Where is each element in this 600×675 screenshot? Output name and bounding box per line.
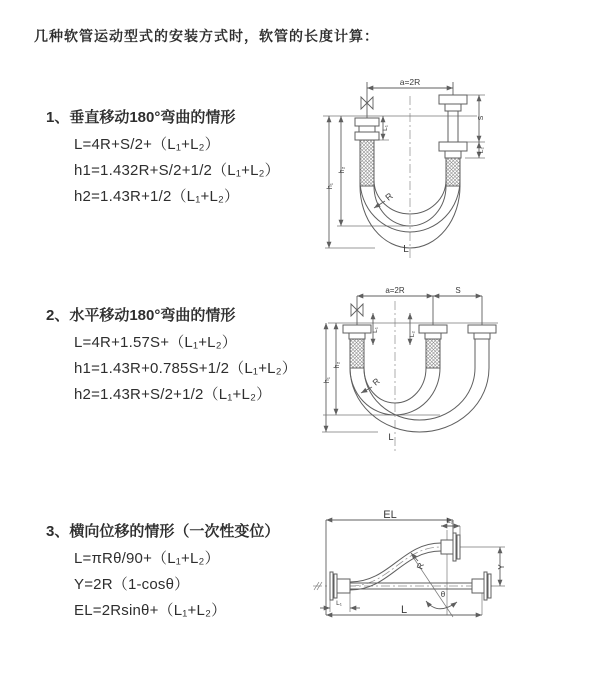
- section-lateral-displacement: [46, 522, 279, 620]
- dim-label-s: S: [455, 286, 461, 295]
- formula-line: Y=2R（1-cosθ）: [74, 576, 190, 593]
- section-horizontal-180: [46, 306, 297, 404]
- dim-label-r: R: [383, 190, 395, 203]
- dim-label-h1: h₁: [324, 376, 331, 384]
- dim-label-y: Y: [497, 564, 506, 570]
- dimension-lines: [320, 520, 505, 617]
- hose-assembly: [343, 325, 496, 432]
- dim-label-r: R: [370, 375, 382, 388]
- dim-label-l: L: [388, 432, 394, 443]
- dim-label-l2: L₂: [409, 330, 416, 338]
- dim-label-a2r: a=2R: [399, 77, 421, 87]
- diagram-lateral-displacement: [310, 505, 600, 655]
- dim-label-h2: h₂: [334, 361, 341, 369]
- formula-line: L=4R+1.57S+（L₁+L₂）: [74, 334, 237, 351]
- dim-label-l: L: [400, 604, 408, 616]
- braided-hose-section: [446, 158, 460, 186]
- dim-label-l1: L₁: [372, 327, 379, 333]
- formula-line: h1=1.43R+0.785S+1/2（L₁+L₂）: [74, 360, 297, 377]
- section-heading: 2、水平移动180°弯曲的情形: [46, 307, 236, 324]
- dim-label-s: S: [478, 115, 485, 121]
- dim-label-r: R: [414, 561, 426, 571]
- dim-label-l1: L₁: [336, 600, 342, 607]
- dim-label-l2: L₂: [478, 146, 485, 154]
- dim-label-l1: L₁: [382, 125, 389, 131]
- dim-label-h1: h₁: [327, 182, 334, 190]
- section-heading: 1、垂直移动180°弯曲的情形: [46, 109, 236, 126]
- braided-hose-section: [350, 339, 364, 368]
- formula-line: EL=2Rsinθ+（L₁+L₂）: [74, 602, 227, 619]
- formula-line: h2=1.43R+1/2（L₁+L₂）: [74, 188, 240, 205]
- hose-assembly: [355, 95, 467, 248]
- dim-label-a2r: a=2R: [385, 286, 405, 295]
- braided-hose-section: [426, 339, 440, 368]
- formula-line: L=4R+S/2+（L₁+L₂）: [74, 136, 220, 153]
- diagram-vertical-180-bend: [315, 68, 590, 263]
- braided-hose-section: [360, 140, 374, 186]
- hose-assembly: [330, 533, 491, 600]
- dim-label-theta: θ: [440, 590, 446, 599]
- dim-label-l2: L₂: [446, 518, 454, 525]
- formula-line: h2=1.43R+S/2+1/2（L₁+L₂）: [74, 386, 272, 403]
- dimension-lines: [322, 296, 482, 432]
- page-title: 几种软管运动型式的安装方式时，软管的长度计算：: [34, 28, 379, 44]
- dim-label-l: L: [403, 244, 409, 255]
- formula-line: L=πRθ/90+（L₁+L₂）: [74, 550, 220, 567]
- section-heading: 3、横向位移的情形（一次性变位）: [46, 523, 280, 540]
- dim-label-h2: h₂: [339, 166, 346, 174]
- diagram-horizontal-180-bend: [318, 283, 598, 458]
- formula-line: h1=1.432R+S/2+1/2（L₁+L₂）: [74, 162, 280, 179]
- center-lines: [328, 301, 498, 451]
- section-vertical-180: [46, 108, 280, 206]
- dim-label-el: EL: [383, 509, 397, 521]
- dimension-labels: [336, 509, 506, 616]
